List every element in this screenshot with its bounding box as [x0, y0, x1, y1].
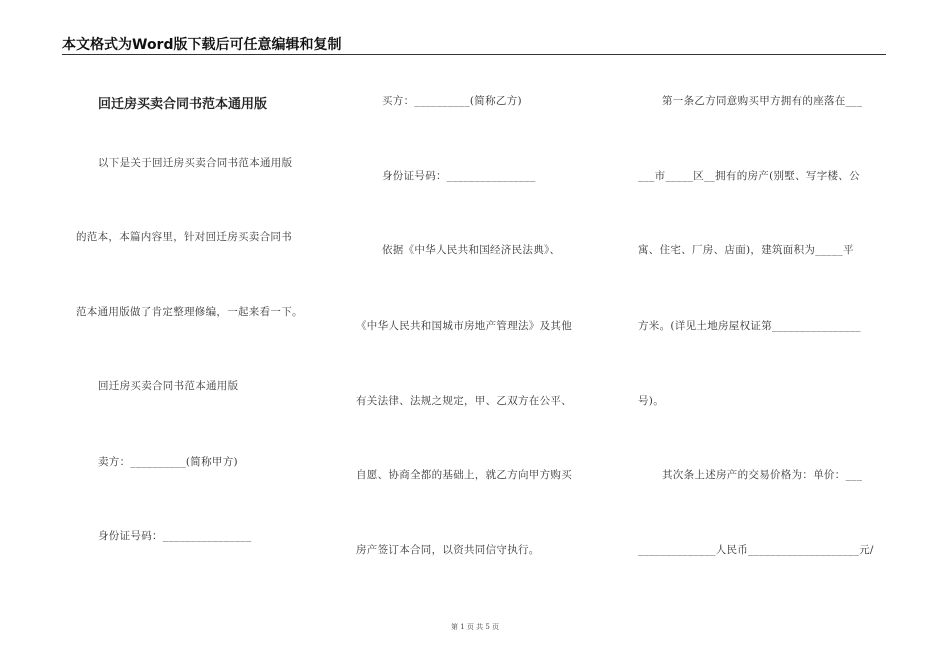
buyer-line: 买方：__________(简称乙方)	[382, 95, 522, 107]
paragraph-line: 有关法律、法规之规定，甲、乙双方在公平、	[356, 395, 572, 407]
clause-one-line: 第一条乙方同意购买甲方拥有的座落在___	[662, 95, 863, 107]
paragraph-line: 的范本，本篇内容里，针对回迁房买卖合同书	[76, 231, 292, 243]
paragraph-line: 以下是关于回迁房买卖合同书范本通用版	[98, 157, 293, 169]
contract-subtitle: 回迁房买卖合同书范本通用版	[98, 380, 239, 392]
paragraph-line: 依据《中华人民共和国经济民法典》、	[382, 244, 561, 256]
paragraph-line: 寓、住宅、厂房、店面)，建筑面积为_____平	[638, 244, 854, 256]
buyer-id-line: 身份证号码：________________	[382, 170, 536, 182]
page-number: 第 1 页 共 5 页	[450, 623, 500, 631]
paragraph-line: 自愿、协商全都的基础上，就乙方向甲方购买	[356, 469, 572, 481]
paragraph-line: ______________人民币____________________元/	[638, 544, 874, 556]
paragraph-line: 号)。	[638, 395, 664, 407]
clause-two-line: 其次条上述房产的交易价格为：单价：___	[662, 469, 863, 481]
text-column-middle	[356, 0, 606, 672]
text-column-right	[638, 0, 888, 672]
paragraph-line: ___市_____区__拥有的房产(别墅、写字楼、公	[638, 170, 860, 182]
paragraph-line: 《中华人民共和国城市房地产管理法》及其他	[356, 320, 572, 332]
contract-title: 回迁房买卖合同书范本通用版	[98, 97, 268, 112]
paragraph-line: 范本通用版做了肯定整理修编，一起来看一下。	[76, 306, 303, 318]
document-header-title: 本文格式为Word版下载后可任意编辑和复制	[62, 37, 342, 53]
seller-id-line: 身份证号码：________________	[98, 530, 252, 542]
text-column-left	[76, 0, 326, 672]
paragraph-line: 方米。(详见土地房屋权证第________________	[638, 320, 861, 332]
paragraph-line: 房产签订本合同，以资共同信守执行。	[356, 544, 540, 556]
seller-line: 卖方：__________(简称甲方)	[98, 456, 238, 468]
